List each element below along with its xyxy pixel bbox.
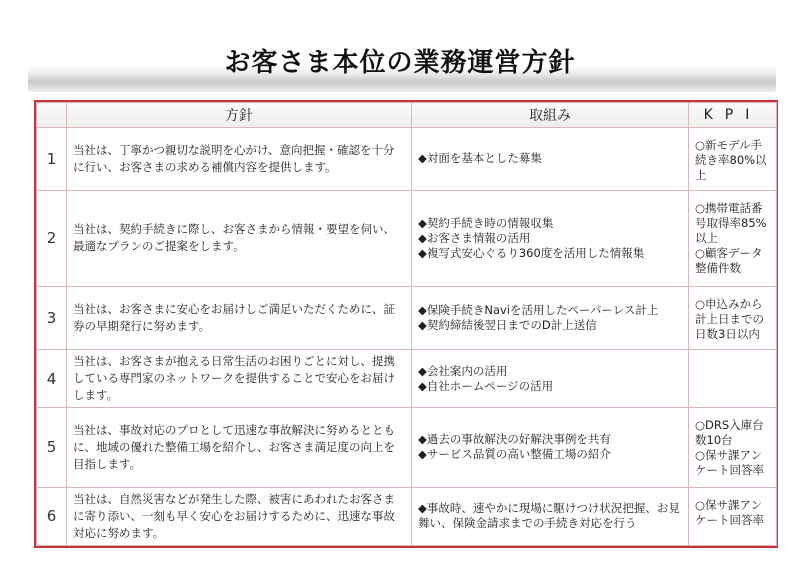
kpi-item: ○保サ課アンケート回答率 xyxy=(695,448,764,478)
table-header-row xyxy=(37,103,777,128)
policy-column-header: 方針 xyxy=(67,103,412,128)
effort-column-header: 取組み xyxy=(412,103,689,128)
kpi-item: ○申込みから計上日までの日数3日以内 xyxy=(695,297,764,342)
effort-item: ◆自社ホームページの活用 xyxy=(418,378,554,393)
kpi-list xyxy=(689,349,777,407)
table-row xyxy=(37,487,777,545)
effort-item: ◆対面を基本とした募集 xyxy=(418,151,542,166)
policy-table xyxy=(36,102,777,546)
kpi-list xyxy=(689,408,777,488)
effort-item: ◆複写式安心ぐるり360度を活用した情報集 xyxy=(418,245,645,260)
effort-item: ◆お客さま情報の活用 xyxy=(418,230,531,245)
policy-text: 当社は、丁寧かつ親切な説明を心がけ、意向把握・確認を十分に行い、お客さまの求める補償内容を提供します。 xyxy=(67,128,412,191)
policy-table-frame xyxy=(34,100,778,548)
effort-list xyxy=(412,128,689,191)
kpi-item: ○保サ課アンケート回答率 xyxy=(695,497,764,527)
table-row xyxy=(37,287,777,350)
row-number: 5 xyxy=(37,408,67,488)
effort-item: ◆保険手続きNaviを活用したペーパーレス計上 xyxy=(418,303,659,317)
kpi-list xyxy=(689,190,777,286)
effort-item: ◆契約手続き時の情報収集 xyxy=(418,215,554,230)
row-number: 4 xyxy=(37,349,67,407)
policy-text: 当社は、契約手続きに際し、お客さまから情報・要望を伺い、最適なプランのご提案をします。 xyxy=(67,190,412,286)
effort-item: ◆サービス品質の高い整備工場の紹介 xyxy=(418,447,611,462)
policy-text: 当社は、お客さまが抱える日常生活のお困りごとに対し、提携している専門家のネットワークを提供することで安心をお届けします。 xyxy=(67,349,412,407)
table-row xyxy=(37,128,777,191)
table-row xyxy=(37,190,777,286)
effort-list xyxy=(412,349,689,407)
page-title: お客さま本位の業務運営方針 xyxy=(224,48,576,78)
policy-text: 当社は、自然災害などが発生した際、被害にあわれたお客さまに寄り添い、一刻も早く安心をお届けするために、迅速な事故対応に努めます。 xyxy=(67,487,412,545)
policy-text: 当社は、お客さまに安心をお届けしご満足いただくために、証券の早期発行に努めます。 xyxy=(67,287,412,350)
table-body xyxy=(37,128,777,546)
row-number: 6 xyxy=(37,487,67,545)
effort-list xyxy=(412,190,689,286)
effort-list xyxy=(412,408,689,488)
effort-list xyxy=(412,287,689,350)
kpi-list xyxy=(689,487,777,545)
row-number: 1 xyxy=(37,128,67,191)
kpi-list xyxy=(689,287,777,350)
policy-text: 当社は、事故対応のプロとして迅速な事故解決に努めるとともに、地域の優れた整備工場を紹介し、お客さま満足度の向上を目指します。 xyxy=(67,408,412,488)
kpi-item: ○携帯電話番号取得率85%以上 xyxy=(695,200,767,245)
table-row xyxy=(37,408,777,488)
kpi-item: ○顧客データ整備件数 xyxy=(695,245,763,275)
row-number: 3 xyxy=(37,287,67,350)
effort-item: ◆過去の事故解決の好解決事例を共有 xyxy=(418,432,611,447)
effort-item: ◆契約締結後翌日までのD計上送信 xyxy=(418,318,597,332)
effort-item: ◆事故時、速やかに現場に駆けつけ状況把握、お見舞い、保険金請求までの手続き対応を行う xyxy=(418,501,680,531)
kpi-item: ○新モデル手続き率80%以上 xyxy=(695,138,767,182)
table-row xyxy=(37,349,777,407)
effort-item: ◆会社案内の活用 xyxy=(418,363,508,378)
kpi-item: ○DRS入庫台数10台 xyxy=(695,418,764,448)
kpi-list xyxy=(689,128,777,191)
row-number: 2 xyxy=(37,190,67,286)
number-column-header xyxy=(37,103,67,128)
kpi-column-header: KPI xyxy=(689,103,777,128)
effort-list xyxy=(412,487,689,545)
